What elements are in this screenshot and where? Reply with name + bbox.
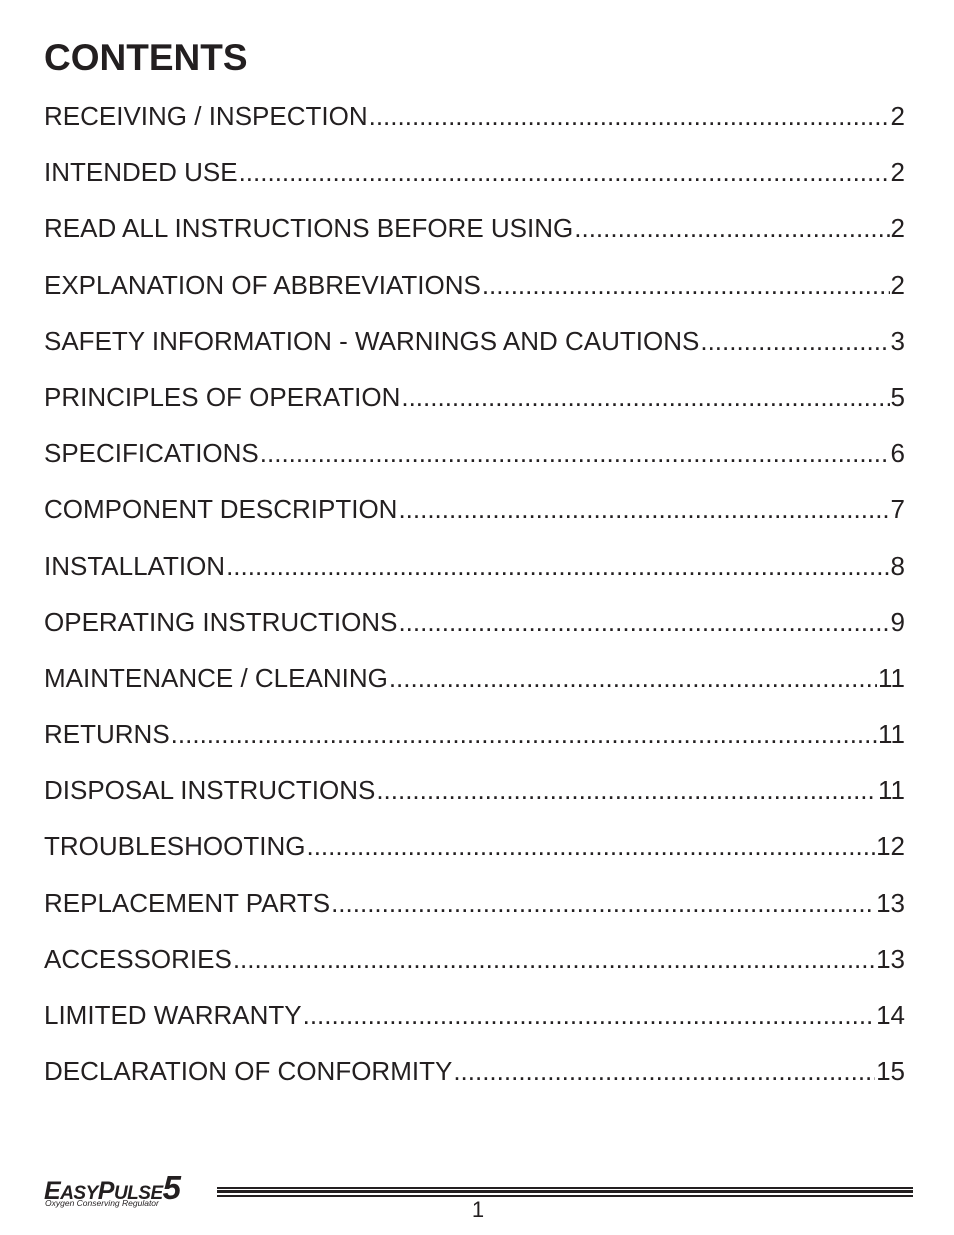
toc-entry-page: 6 — [890, 438, 905, 469]
toc-entry[interactable] — [44, 152, 905, 208]
toc-entry[interactable] — [44, 883, 905, 939]
toc-dot-leader — [369, 96, 890, 136]
toc-entry-page: 11 — [878, 775, 905, 806]
toc-entry-label: INTENDED USE — [44, 157, 238, 188]
page-number: 1 — [471, 1197, 485, 1222]
toc-entry-label: TROUBLESHOOTING — [44, 831, 306, 862]
toc-entry-page: 12 — [876, 831, 905, 862]
page-title: CONTENTS — [44, 37, 248, 78]
toc-entry-label: DISPOSAL INSTRUCTIONS — [44, 775, 376, 806]
toc-entry-label: REPLACEMENT PARTS — [44, 887, 331, 918]
toc-dot-leader — [453, 1051, 875, 1091]
toc-entry-label: SAFETY INFORMATION - WARNINGS AND CAUTIONS — [44, 325, 700, 356]
toc-entry[interactable] — [44, 208, 905, 264]
toc-entry[interactable] — [44, 433, 905, 489]
toc-dot-leader — [700, 321, 889, 361]
toc-entry[interactable] — [44, 939, 905, 995]
toc-dot-leader — [331, 883, 875, 923]
footer-rule — [217, 1187, 913, 1197]
toc-entry-page: 2 — [890, 269, 905, 300]
toc-entry-page: 13 — [876, 887, 905, 918]
toc-dot-leader — [482, 265, 890, 305]
toc-dot-leader — [239, 152, 890, 192]
toc-entry-page: 3 — [890, 325, 905, 356]
toc-entry-label: MAINTENANCE / CLEANING — [44, 662, 388, 693]
toc-entry-page: 9 — [890, 606, 905, 637]
easypulse5-logo — [44, 1169, 212, 1210]
logo-wordmark: EASYPULSE5 — [44, 1169, 181, 1206]
logo-tagline: Oxygen Conserving Regulator — [45, 1198, 159, 1208]
toc-entry-label: READ ALL INSTRUCTIONS BEFORE USING — [44, 213, 574, 244]
toc-entry[interactable] — [44, 546, 905, 602]
toc-dot-leader — [398, 489, 889, 529]
toc-dot-leader — [260, 433, 890, 473]
toc-entry[interactable] — [44, 489, 905, 545]
toc-entry-page: 8 — [890, 550, 905, 581]
toc-dot-leader — [389, 658, 877, 698]
toc-entry[interactable] — [44, 602, 905, 658]
toc-entry-page: 15 — [876, 1056, 905, 1087]
toc-dot-leader — [376, 770, 877, 810]
toc-entry-label: ACCESSORIES — [44, 943, 232, 974]
toc-dot-leader — [401, 377, 889, 417]
toc-entry-label: EXPLANATION OF ABBREVIATIONS — [44, 269, 481, 300]
toc-entry[interactable] — [44, 714, 905, 770]
toc-entry-label: DECLARATION OF CONFORMITY — [44, 1056, 453, 1087]
table-of-contents — [44, 96, 905, 1107]
toc-entry[interactable] — [44, 826, 905, 882]
toc-entry-page: 7 — [890, 494, 905, 525]
toc-entry-label: OPERATING INSTRUCTIONS — [44, 606, 398, 637]
toc-entry-label: LIMITED WARRANTY — [44, 1000, 302, 1030]
toc-entry-label: RECEIVING / INSPECTION — [44, 101, 368, 131]
toc-entry-page: 2 — [890, 101, 905, 131]
toc-entry-page: 2 — [890, 157, 905, 188]
toc-entry[interactable] — [44, 995, 905, 1051]
toc-entry-label: COMPONENT DESCRIPTION — [44, 494, 398, 525]
toc-dot-leader — [171, 714, 877, 754]
toc-dot-leader — [303, 995, 875, 1035]
toc-entry-label: INSTALLATION — [44, 550, 226, 581]
toc-entry[interactable] — [44, 96, 905, 152]
toc-entry-label: SPECIFICATIONS — [44, 438, 259, 469]
toc-entry-page: 5 — [890, 381, 905, 412]
toc-entry-page: 11 — [878, 719, 905, 750]
toc-entry-page: 2 — [890, 213, 905, 244]
toc-dot-leader — [398, 602, 889, 642]
toc-entry-page: 14 — [876, 1000, 905, 1030]
toc-entry[interactable] — [44, 770, 905, 826]
toc-entry[interactable] — [44, 1051, 905, 1107]
toc-dot-leader — [574, 208, 889, 248]
toc-entry[interactable] — [44, 658, 905, 714]
toc-entry[interactable] — [44, 377, 905, 433]
toc-entry-label: RETURNS — [44, 719, 170, 750]
toc-dot-leader — [233, 939, 875, 979]
toc-entry-label: PRINCIPLES OF OPERATION — [44, 381, 401, 412]
toc-entry[interactable] — [44, 321, 905, 377]
toc-entry-page: 13 — [876, 943, 905, 974]
toc-dot-leader — [306, 826, 875, 866]
toc-entry-page: 11 — [878, 662, 905, 693]
toc-entry[interactable] — [44, 265, 905, 321]
toc-dot-leader — [226, 546, 889, 586]
